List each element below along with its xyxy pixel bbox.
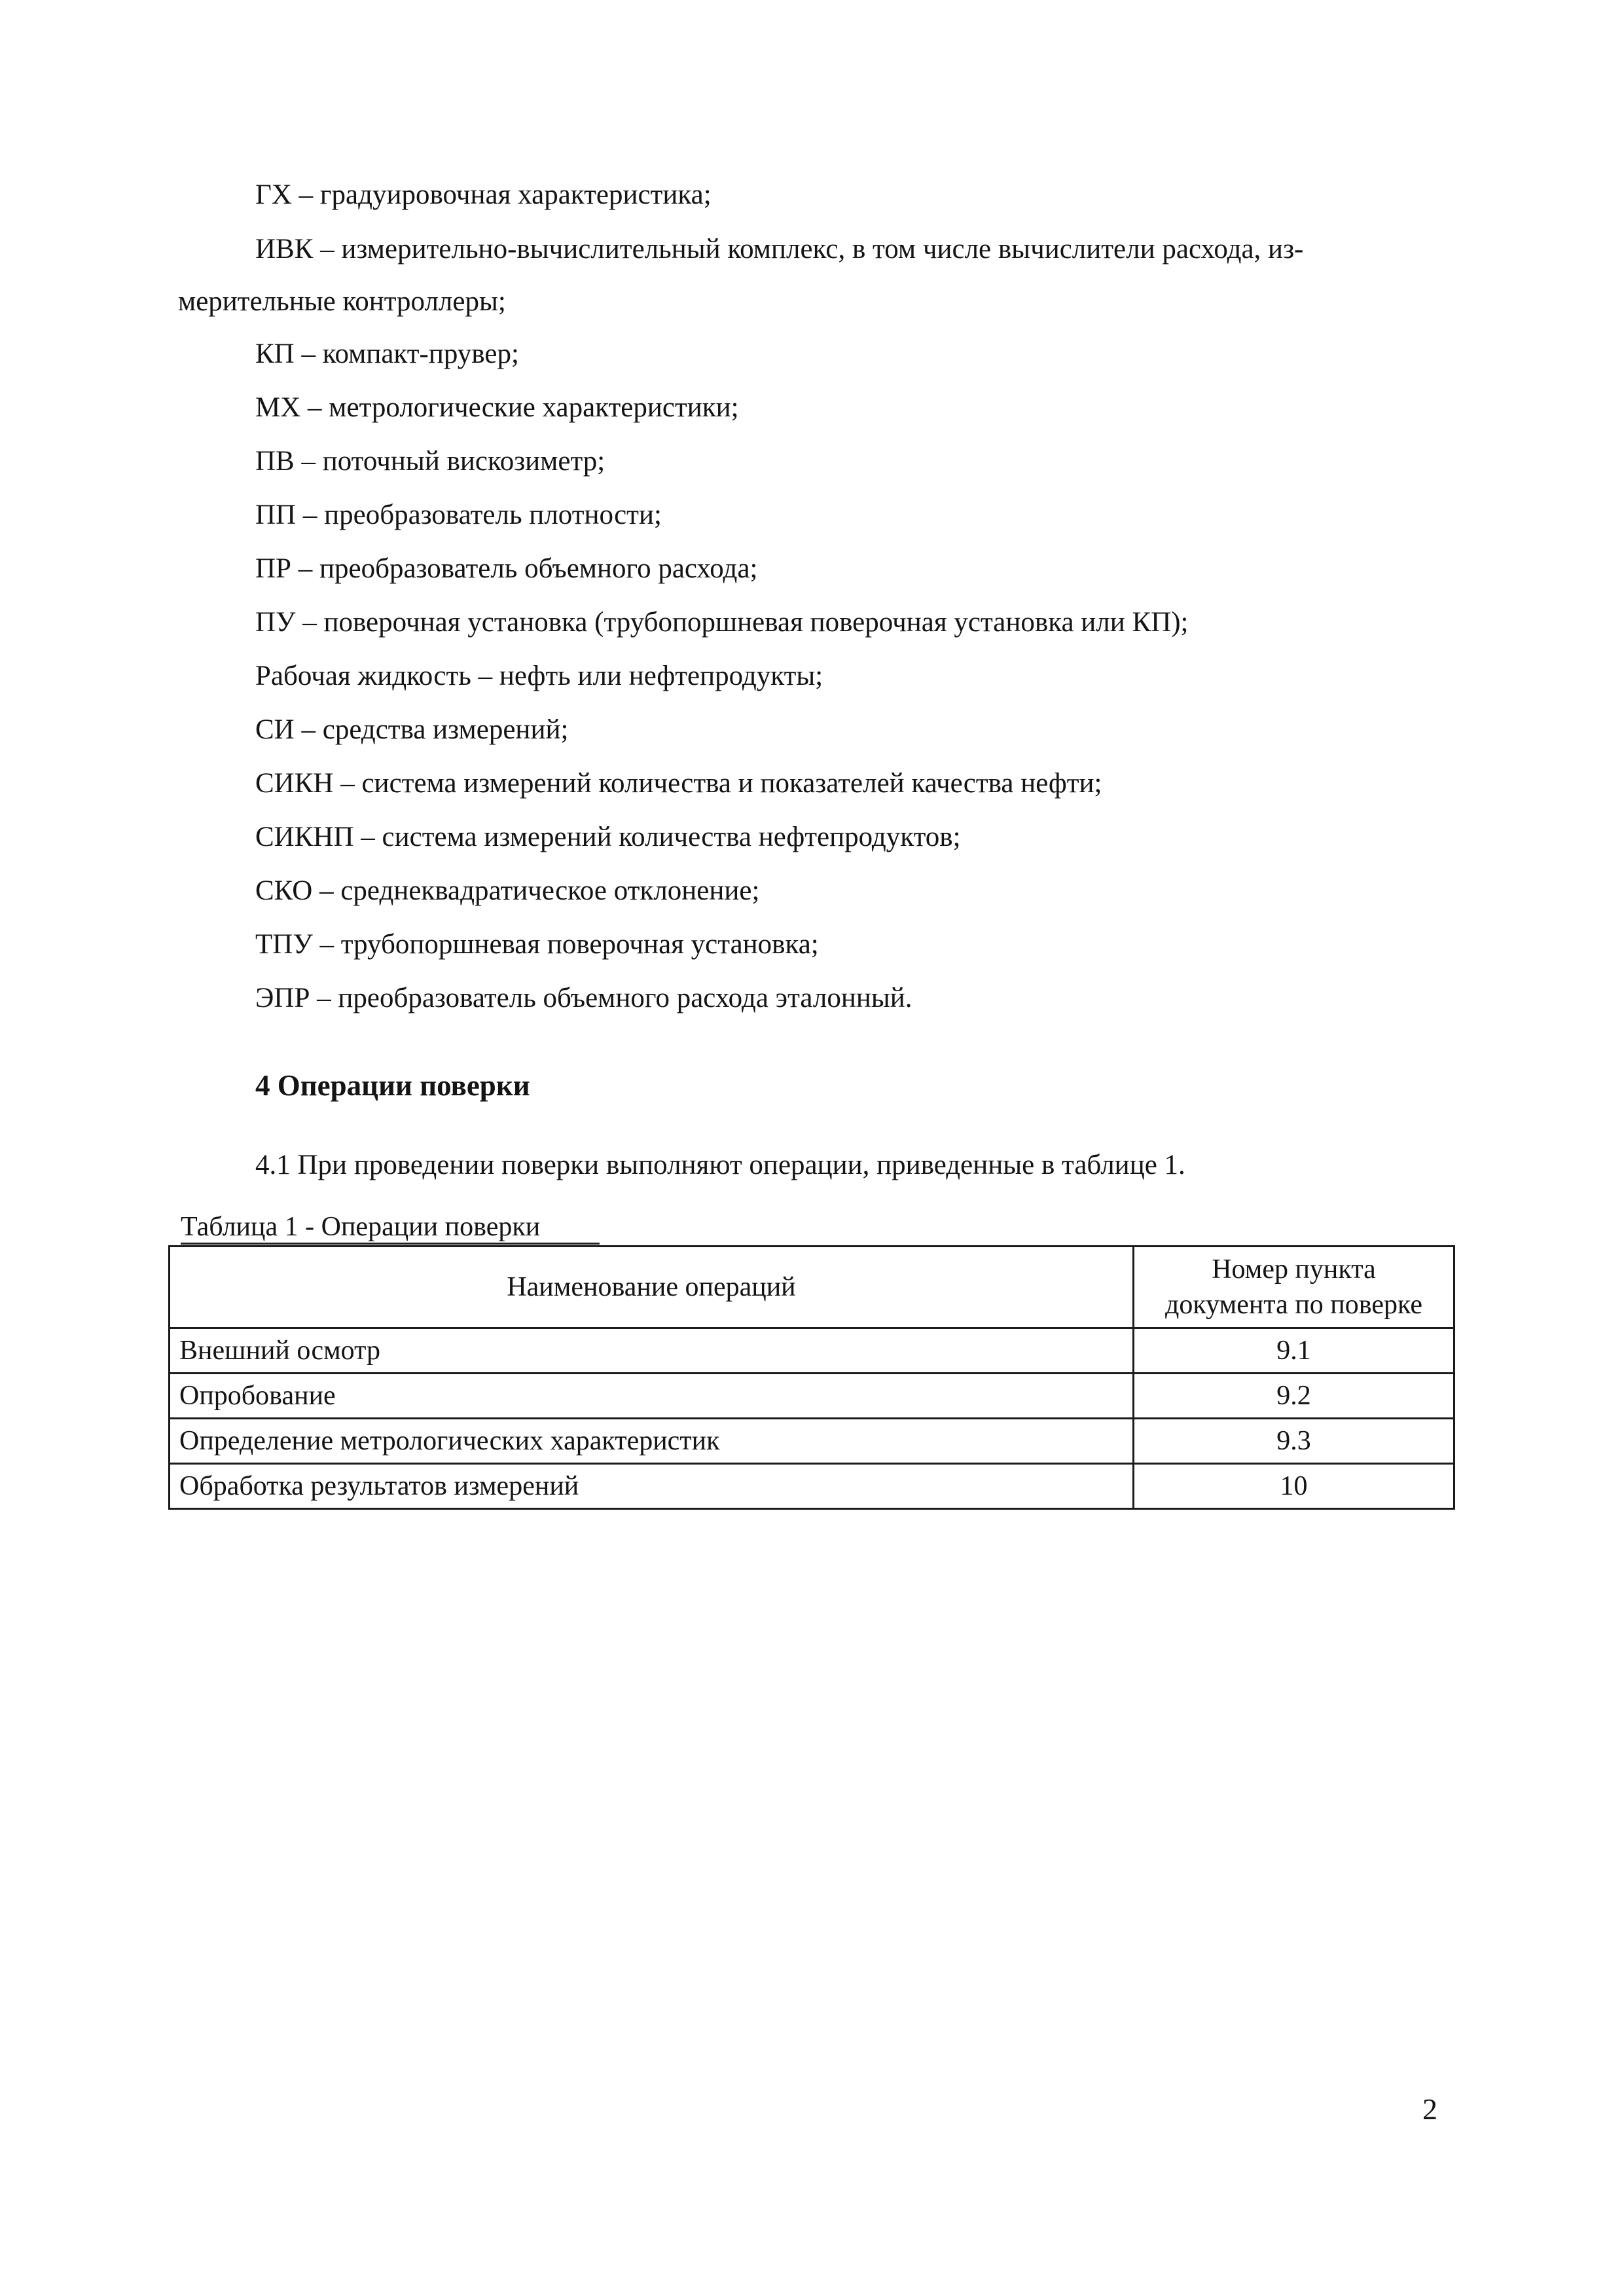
header-operation-name: Наименование операций bbox=[170, 1247, 1134, 1328]
abbr-pp: ПП – преобразователь плотности; bbox=[255, 500, 662, 530]
abbr-ivk-continuation: мерительные контроллеры; bbox=[178, 286, 506, 317]
abbr-pr: ПР – преобразователь объемного расхода; bbox=[255, 553, 758, 584]
caption-underline bbox=[181, 1243, 600, 1245]
table-caption: Таблица 1 - Операции поверки bbox=[181, 1212, 541, 1242]
operation-name-cell: Внешний осмотр bbox=[170, 1328, 1134, 1374]
table-row bbox=[170, 1374, 1454, 1419]
table-row bbox=[170, 1464, 1454, 1509]
operation-name-cell: Определение метрологических характеристик bbox=[170, 1419, 1134, 1464]
table-header-row bbox=[170, 1247, 1454, 1328]
abbr-kp: КП – компакт-прувер; bbox=[255, 338, 519, 369]
header-document-item-line1: Номер пункта bbox=[1212, 1254, 1376, 1285]
abbr-sko: СКО – среднеквадратическое отклонение; bbox=[255, 875, 760, 906]
abbr-pv: ПВ – поточный вискозиметр; bbox=[255, 446, 605, 477]
table-row bbox=[170, 1419, 1454, 1464]
operations-table bbox=[168, 1245, 1455, 1510]
item-number-cell: 10 bbox=[1134, 1464, 1454, 1509]
abbr-epr: ЭПР – преобразователь объемного расхода эталонный. bbox=[255, 983, 912, 1013]
abbr-si: СИ – средства измерений; bbox=[255, 714, 569, 745]
abbr-sikn: СИКН – система измерений количества и показателей качества нефти; bbox=[255, 768, 1102, 799]
page-number: 2 bbox=[1422, 2092, 1437, 2126]
abbr-pu: ПУ – поверочная установка (трубопоршневая поверочная установка или КП); bbox=[255, 607, 1189, 638]
header-document-item-line2: документа по поверке bbox=[1164, 1290, 1422, 1320]
abbr-mx: МХ – метрологические характеристики; bbox=[255, 392, 739, 423]
abbr-ivk: ИВК – измерительно-вычислительный комплекс, в том числе вычислители расхода, из- bbox=[255, 234, 1304, 264]
item-number-cell: 9.3 bbox=[1134, 1419, 1454, 1464]
operation-name-cell: Опробование bbox=[170, 1374, 1134, 1419]
abbr-tpu: ТПУ – трубопоршневая поверочная установка; bbox=[255, 929, 819, 960]
operation-name-cell: Обработка результатов измерений bbox=[170, 1464, 1134, 1509]
abbr-working-fluid: Рабочая жидкость – нефть или нефтепродукты; bbox=[255, 661, 823, 691]
abbr-gx: ГХ – градуировочная характеристика; bbox=[255, 179, 712, 210]
abbr-siknp: СИКНП – система измерений количества нефтепродуктов; bbox=[255, 822, 961, 852]
section-paragraph: 4.1 При проведении поверки выполняют операции, приведенные в таблице 1. bbox=[255, 1150, 1185, 1180]
item-number-cell: 9.2 bbox=[1134, 1374, 1454, 1419]
section-heading: 4 Операции поверки bbox=[255, 1069, 530, 1102]
table-row bbox=[170, 1328, 1454, 1374]
header-document-item bbox=[1134, 1247, 1454, 1328]
item-number-cell: 9.1 bbox=[1134, 1328, 1454, 1374]
